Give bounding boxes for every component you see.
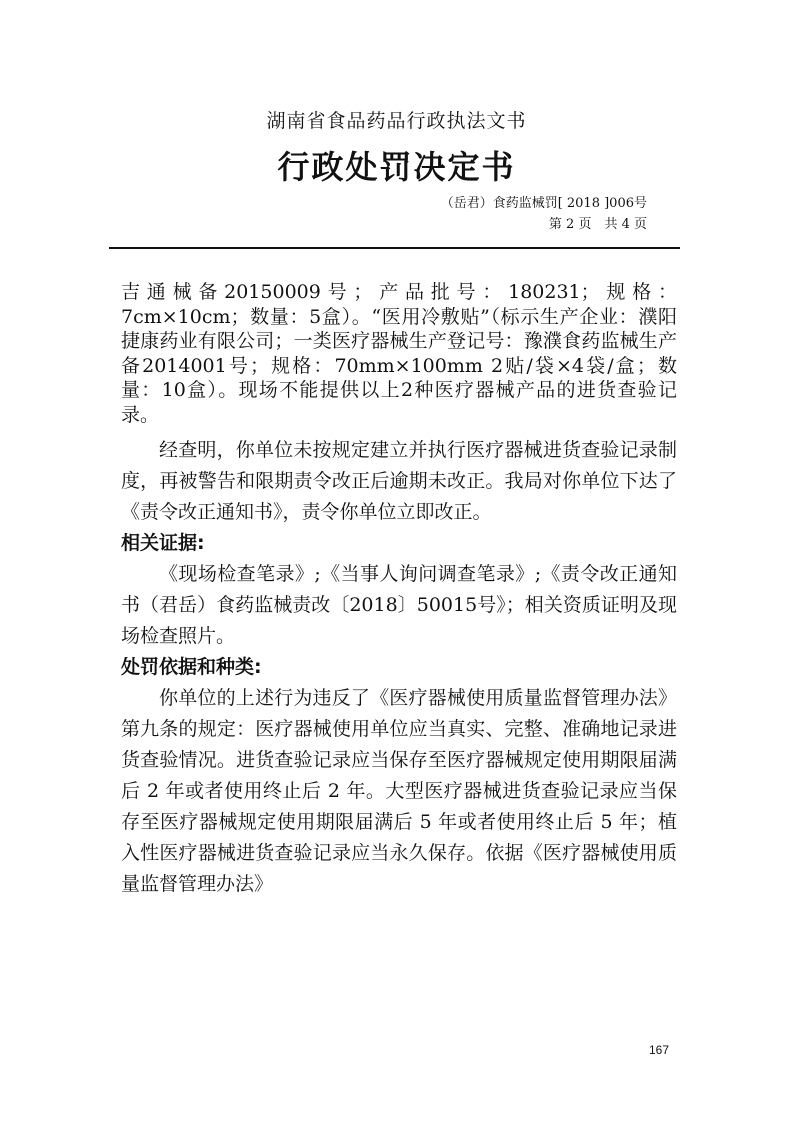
- paragraph-product-details: 吉通械备20150009号；产品批号：180231；规格：7cm×10cm；数量：5盒）。“医用冷敷贴”（标示生产企业：濮阳捷康药业有限公司；一类医疗器械生产登记号：豫濮食药监械生产备2014001号；规格：70mm×100mm 2贴/袋×4袋/盒；数量：10盒）。现场不能提供以上2种医疗器械产品的进货查验记录。: [121, 281, 677, 426]
- paragraph-findings: 经查明，你单位未按规定建立并执行医疗器械进货查验记录制度，再被警告和限期责令改正后逾期未改正。我局对你单位下达了《责令改正通知书》，责令你单位立即改正。: [121, 439, 677, 523]
- document-number: （岳君）食药监械罚[ 2018 ]006号: [440, 196, 647, 211]
- document-title: 行政处罚决定书: [277, 148, 516, 186]
- page-number: 167: [648, 1043, 669, 1057]
- paragraph-penalty-basis: 你单位的上述行为违反了《医疗器械使用质量监督管理办法》第九条的规定：医疗器械使用单位应当真实、完整、准确地记录进货查验情况。进货查验记录应当保存至医疗器械规定使用期限届满后 2 年或者使用终止后 2 年。大型医疗器械进货查验记录应当保存至医疗器械规定使用期限届满后 5 年或者使用终止后 5 年；植入性医疗器械进货查验记录应当永久保存。依据《医疗器械使用质量监督管理办法》: [121, 687, 677, 895]
- paragraph-evidence: 《现场检查笔录》;《当事人询问调查笔录》;《责令改正通知书（君岳）食药监械责改〔2018〕50015号》；相关资质证明及现场检查照片。: [121, 563, 677, 647]
- header-divider: [109, 247, 680, 249]
- page-info: 第 2 页 共 4 页: [548, 217, 647, 232]
- heading-evidence: 相关证据:: [121, 532, 205, 554]
- document-body: [121, 280, 677, 900]
- heading-penalty-basis: 处罚依据和种类:: [121, 656, 262, 678]
- agency-title: 湖南省食品药品行政执法文书: [266, 110, 527, 132]
